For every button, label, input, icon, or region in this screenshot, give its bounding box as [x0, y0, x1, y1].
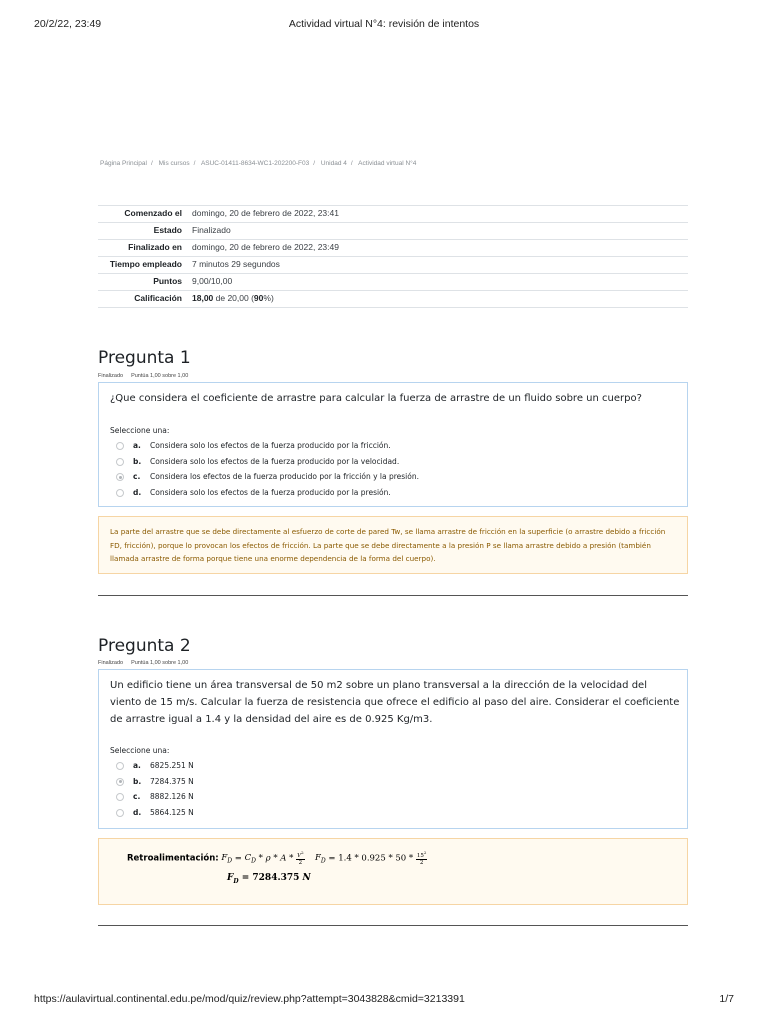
question-text: Un edificio tiene un área transversal de 50 m2 sobre un plano transversal a la dirección de la velocidad del viento de 15 m/s. Calcular la fuerza de resistencia que ofrece el edificio al paso del aire. Considerar el coeficiente de arrastre igual a 1.4 y la densidad del aire es de 0.925 Kg/m3.	[110, 680, 680, 725]
feedback-text: La parte del arrastre que se debe directamente al esfuerzo de corte de pared Tw, se llama arrastre de fricción en la superficie (o arrastre debido a fricción FD, fricción), porque lo provocan los efectos de fricción. La parte que se debe directamente a la presión P se llama arrastre debido a presión (también llamada arrastre de forma porque tiene una enorme dependencia de la forma del cuerpo).	[110, 527, 666, 563]
grade-end: %)	[263, 293, 274, 303]
print-url: https://aulavirtual.continental.edu.pe/mod/quiz/review.php?attempt=3043828&cmid=3213391	[34, 993, 465, 1005]
question-state: Finalizado	[98, 660, 124, 666]
option-text: Considera solo los efectos de la fuerza producido por la fricción.	[150, 441, 391, 450]
radio-unchecked-icon[interactable]	[116, 809, 124, 817]
summary-value: domingo, 20 de febrero de 2022, 23:49	[192, 242, 339, 252]
option-letter: a.	[133, 441, 141, 450]
question-2-box	[98, 669, 688, 829]
summary-row-points	[98, 274, 688, 291]
option-text: 5864.125 N	[150, 807, 194, 817]
summary-value: 9,00/10,00	[192, 276, 233, 286]
option-d[interactable]	[116, 485, 676, 501]
select-label: Seleccione una:	[110, 746, 170, 755]
radio-checked-icon[interactable]	[116, 778, 124, 786]
option-letter: c.	[133, 792, 141, 801]
feedback-label: Retroalimentación:	[127, 853, 219, 864]
radio-unchecked-icon[interactable]	[116, 458, 124, 466]
breadcrumb-home[interactable]: Página Principal	[100, 160, 147, 167]
option-text: Considera solo los efectos de la fuerza producido por la presión.	[150, 487, 391, 497]
summary-label: Finalizado en	[128, 242, 182, 252]
summary-row-grade	[98, 291, 688, 308]
velocity-fraction: $\frac{V^2}{2}$	[297, 850, 304, 866]
summary-label: Comenzado el	[124, 208, 182, 218]
velocity-fraction: $\frac{15^2}{2}$	[416, 850, 427, 866]
question-1-meta	[98, 373, 188, 379]
option-letter: d.	[133, 807, 142, 817]
option-text: Considera los efectos de la fuerza producido por la fricción y la presión.	[150, 472, 419, 481]
print-page-number: 1/7	[719, 993, 734, 1005]
answer-options	[116, 438, 676, 500]
option-text: 6825.251 N	[150, 761, 194, 770]
select-label: Seleccione una:	[110, 426, 170, 435]
option-a[interactable]	[116, 758, 676, 774]
option-text: 8882.126 N	[150, 792, 194, 801]
breadcrumb: Página Principal / Mis cursos / ASUC-01411-8634-WC1-202200-F03 / Unidad 4 / Actividad virtual N°4	[100, 160, 417, 167]
question-text: ¿Que considera el coeficiente de arrastre para calcular la fuerza de arrastre de un fluido sobre un cuerpo?	[110, 393, 642, 404]
option-a[interactable]	[116, 438, 676, 454]
option-d[interactable]	[116, 805, 676, 821]
breadcrumb-activity[interactable]: Actividad virtual N°4	[358, 160, 417, 167]
option-b[interactable]	[116, 454, 676, 470]
summary-label: Estado	[153, 225, 182, 235]
grade-percent: 90	[253, 293, 264, 303]
question-grade: Puntúa 1,00 sobre 1,00	[131, 660, 189, 666]
option-letter: d.	[133, 487, 142, 497]
option-letter: a.	[133, 761, 141, 770]
summary-row-started	[98, 206, 688, 223]
print-header	[0, 18, 768, 32]
question-2-title: Pregunta 2	[98, 636, 191, 656]
answer-options	[116, 758, 676, 820]
print-date: 20/2/22, 23:49	[34, 18, 102, 30]
radio-unchecked-icon[interactable]	[116, 442, 124, 450]
summary-value: 7 minutos 29 segundos	[192, 259, 280, 269]
option-letter: c.	[133, 472, 141, 481]
breadcrumb-unit[interactable]: Unidad 4	[320, 160, 347, 167]
radio-unchecked-icon[interactable]	[116, 762, 124, 770]
option-c[interactable]	[116, 469, 676, 485]
option-b[interactable]	[116, 774, 676, 790]
radio-unchecked-icon[interactable]	[116, 489, 124, 497]
question-divider	[98, 595, 688, 596]
question-state: Finalizado	[98, 373, 124, 379]
attempt-summary-table	[98, 205, 688, 308]
substituted-formula: $F_D = 1.4 * 0.925 * 50$ * $\frac{15^2}{2}$	[315, 850, 427, 866]
question-grade: Puntúa 1,00 sobre 1,00	[131, 373, 189, 379]
question-1-box	[98, 382, 688, 507]
grade-total: de 20,00 (	[213, 293, 254, 303]
question-2-feedback	[98, 838, 688, 905]
question-1-title: Pregunta 1	[98, 348, 191, 368]
summary-label: Tiempo empleado	[109, 259, 182, 269]
question-1-feedback	[98, 516, 688, 574]
drag-result: $F_D = 7284.375$ N	[227, 873, 311, 885]
print-footer	[0, 993, 768, 1007]
summary-row-state	[98, 223, 688, 240]
summary-label: Puntos	[153, 276, 182, 286]
radio-checked-icon[interactable]	[116, 473, 124, 481]
summary-row-time	[98, 257, 688, 274]
option-text: 7284.375 N	[150, 776, 194, 786]
summary-value: Finalizado	[192, 225, 231, 235]
question-2-meta	[98, 660, 188, 666]
drag-formula: Retroalimentación: $F_D = C_D * \rho * A$ * $\frac{V^2}{2}$	[127, 850, 304, 866]
summary-row-finished	[98, 240, 688, 257]
radio-unchecked-icon[interactable]	[116, 793, 124, 801]
option-letter: b.	[133, 776, 142, 786]
summary-value: domingo, 20 de febrero de 2022, 23:41	[192, 208, 339, 218]
summary-label: Calificación	[134, 293, 182, 303]
breadcrumb-course[interactable]: ASUC-01411-8634-WC1-202200-F03	[200, 160, 310, 167]
summary-value	[188, 291, 688, 308]
option-letter: b.	[133, 456, 142, 466]
option-c[interactable]	[116, 789, 676, 805]
question-divider	[98, 925, 688, 926]
print-title: Actividad virtual N°4: revisión de intentos	[288, 18, 480, 30]
grade-value: 18,00	[192, 293, 214, 303]
option-text: Considera solo los efectos de la fuerza producido por la velocidad.	[150, 456, 400, 466]
breadcrumb-my-courses[interactable]: Mis cursos	[158, 160, 190, 167]
